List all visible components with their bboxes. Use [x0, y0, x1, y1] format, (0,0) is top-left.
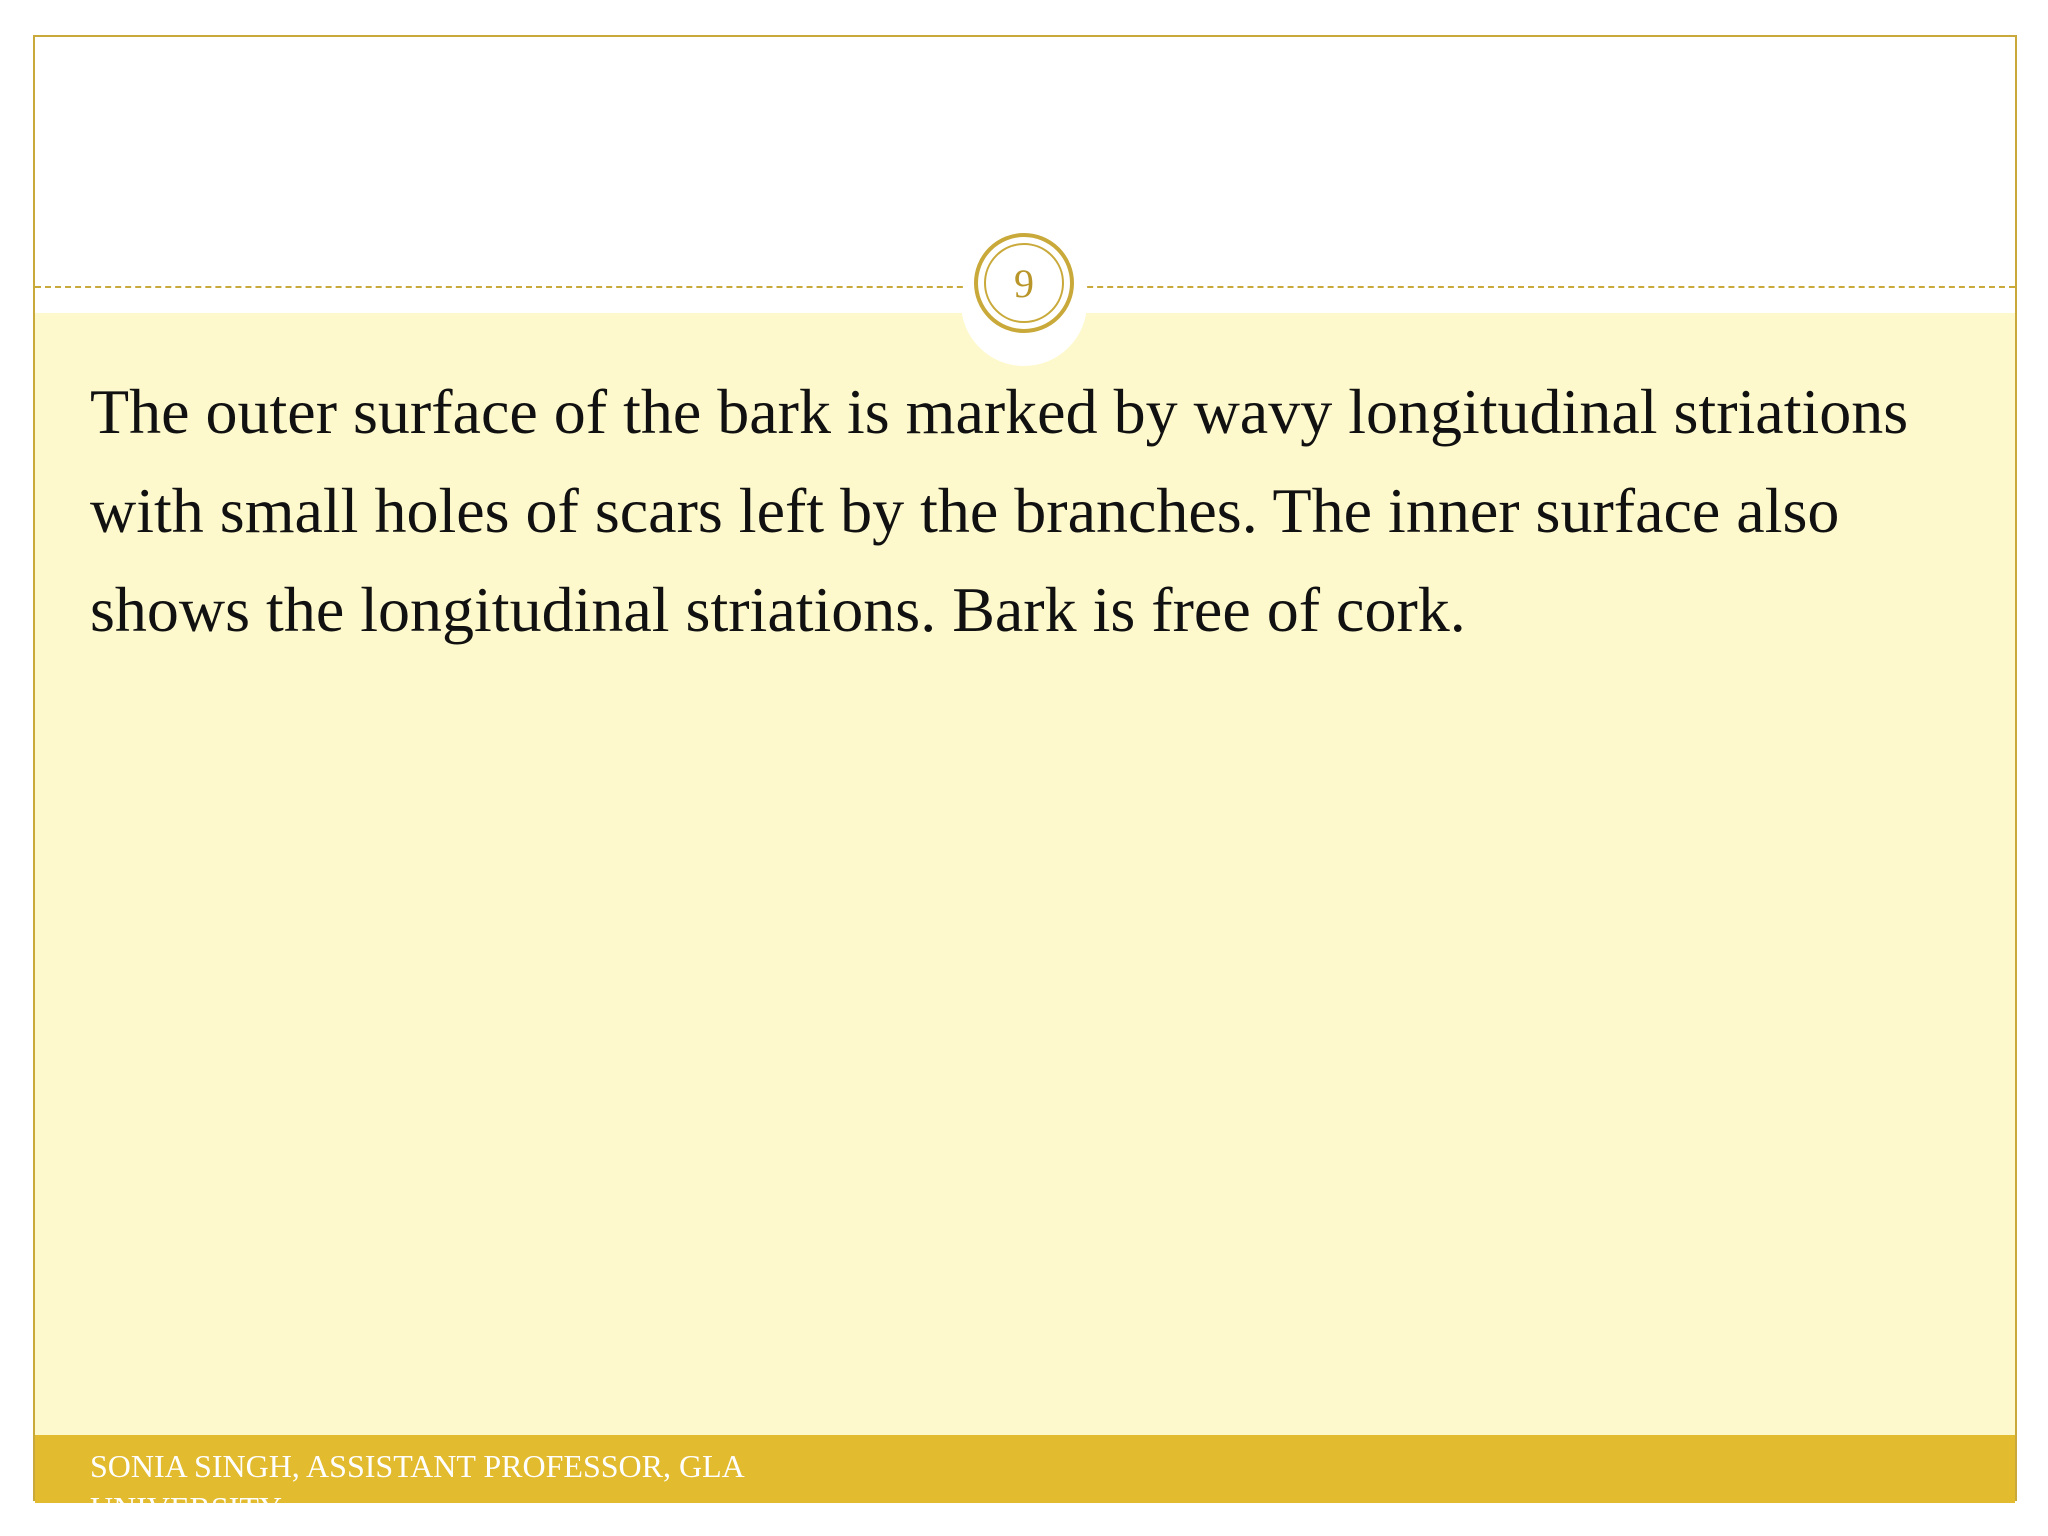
footer-text: SONIA SINGH, ASSISTANT PROFESSOR, GLA UNIVERSITY: [90, 1448, 743, 1526]
slide-body-text: The outer surface of the bark is marked by wavy longitudinal striations with small holes of scars left by the branches. The inner surface also shows the longitudinal striations. Bark is free of cork.: [90, 376, 1909, 645]
slide: [33, 35, 2017, 1526]
slide-number-badge: [974, 233, 1074, 333]
footer-bar: [35, 1435, 2015, 1526]
slide-number: 9: [984, 243, 1064, 323]
